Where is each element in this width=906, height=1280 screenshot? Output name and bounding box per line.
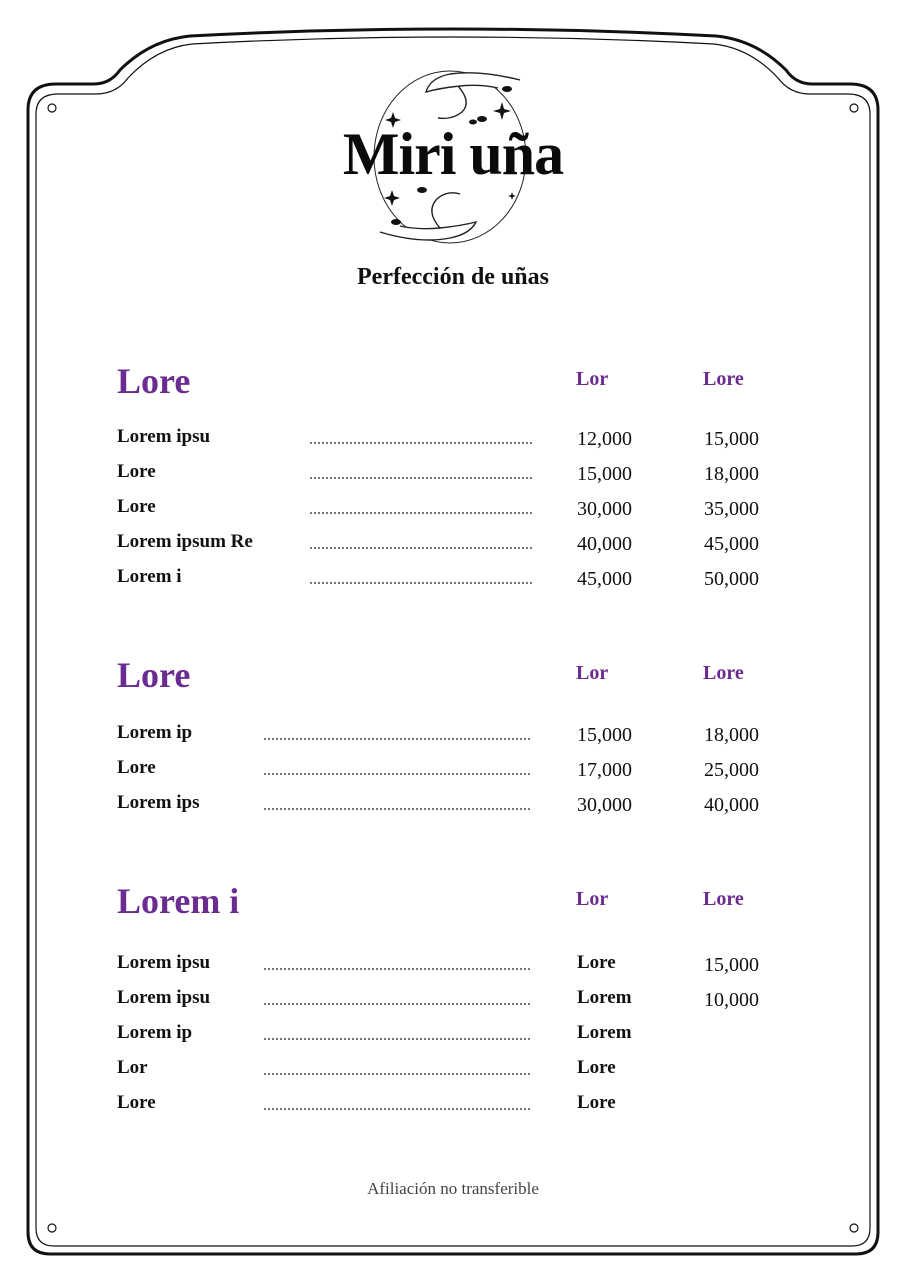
menu-row	[0, 461, 906, 491]
item-name: Lorem ipsu	[117, 426, 211, 447]
section-title: Lore	[117, 361, 191, 401]
value-col-1: Lore	[577, 952, 616, 973]
menu-row	[0, 792, 906, 822]
item-name: Lore	[117, 757, 156, 778]
brand-tagline: Perfección de uñas	[357, 264, 549, 290]
dot-leader	[264, 757, 530, 775]
price-col-2: 40,000	[704, 794, 759, 816]
menu-row	[0, 757, 906, 787]
menu-row	[0, 531, 906, 561]
dot-leader	[264, 952, 530, 970]
dot-leader	[264, 1057, 530, 1075]
item-name: Lorem i	[117, 566, 182, 587]
price-col-1: 17,000	[577, 759, 632, 781]
menu-row	[0, 566, 906, 596]
dot-leader	[310, 531, 532, 549]
value-col-1: Lore	[577, 1057, 616, 1078]
dot-leader	[310, 426, 532, 444]
price-col-1: 12,000	[577, 428, 632, 450]
menu-row	[0, 1022, 906, 1052]
price-col-2: 10,000	[704, 989, 759, 1011]
value-col-1: Lorem	[577, 1022, 632, 1043]
menu-row	[0, 496, 906, 526]
menu-row	[0, 952, 906, 982]
item-name: Lorem ips	[117, 792, 200, 813]
price-col-2: 35,000	[704, 498, 759, 520]
price-col-2: 15,000	[704, 428, 759, 450]
item-name: Lorem ip	[117, 722, 193, 743]
column-header-2: Lore	[703, 662, 744, 684]
menu-row	[0, 426, 906, 456]
section-title: Lorem i	[117, 881, 240, 921]
item-name: Lore	[117, 496, 156, 517]
value-col-1: Lorem	[577, 987, 632, 1008]
item-name: Lorem ipsum Re	[117, 531, 253, 552]
price-col-1: 30,000	[577, 794, 632, 816]
price-col-1: 40,000	[577, 533, 632, 555]
dot-leader	[264, 792, 530, 810]
item-name: Lorem ipsu	[117, 952, 211, 973]
price-col-1: 15,000	[577, 463, 632, 485]
price-col-2: 15,000	[704, 954, 759, 976]
menu-row	[0, 1057, 906, 1087]
price-col-2: 18,000	[704, 463, 759, 485]
dot-leader	[264, 1022, 530, 1040]
price-col-2: 25,000	[704, 759, 759, 781]
item-name: Lor	[117, 1057, 148, 1078]
column-header-1: Lor	[576, 888, 609, 910]
price-col-2: 50,000	[704, 568, 759, 590]
dot-leader	[264, 1092, 530, 1110]
column-header-1: Lor	[576, 662, 609, 684]
menu-row	[0, 1092, 906, 1122]
footer-note: Afiliación no transferible	[367, 1179, 539, 1198]
column-header-1: Lor	[576, 368, 609, 390]
column-header-2: Lore	[703, 888, 744, 910]
brand-name: Miri uña	[342, 121, 564, 187]
menu-row	[0, 722, 906, 752]
price-col-1: 45,000	[577, 568, 632, 590]
dot-leader	[264, 722, 530, 740]
dot-leader	[310, 566, 532, 584]
item-name: Lorem ipsu	[117, 987, 211, 1008]
value-col-1: Lore	[577, 1092, 616, 1113]
price-col-2: 45,000	[704, 533, 759, 555]
dot-leader	[310, 496, 532, 514]
item-name: Lorem ip	[117, 1022, 193, 1043]
dot-leader	[264, 987, 530, 1005]
price-col-1: 30,000	[577, 498, 632, 520]
dot-leader	[310, 461, 532, 479]
price-col-2: 18,000	[704, 724, 759, 746]
column-header-2: Lore	[703, 368, 744, 390]
item-name: Lore	[117, 461, 156, 482]
item-name: Lore	[117, 1092, 156, 1113]
section-title: Lore	[117, 655, 191, 695]
menu-row	[0, 987, 906, 1017]
price-col-1: 15,000	[577, 724, 632, 746]
